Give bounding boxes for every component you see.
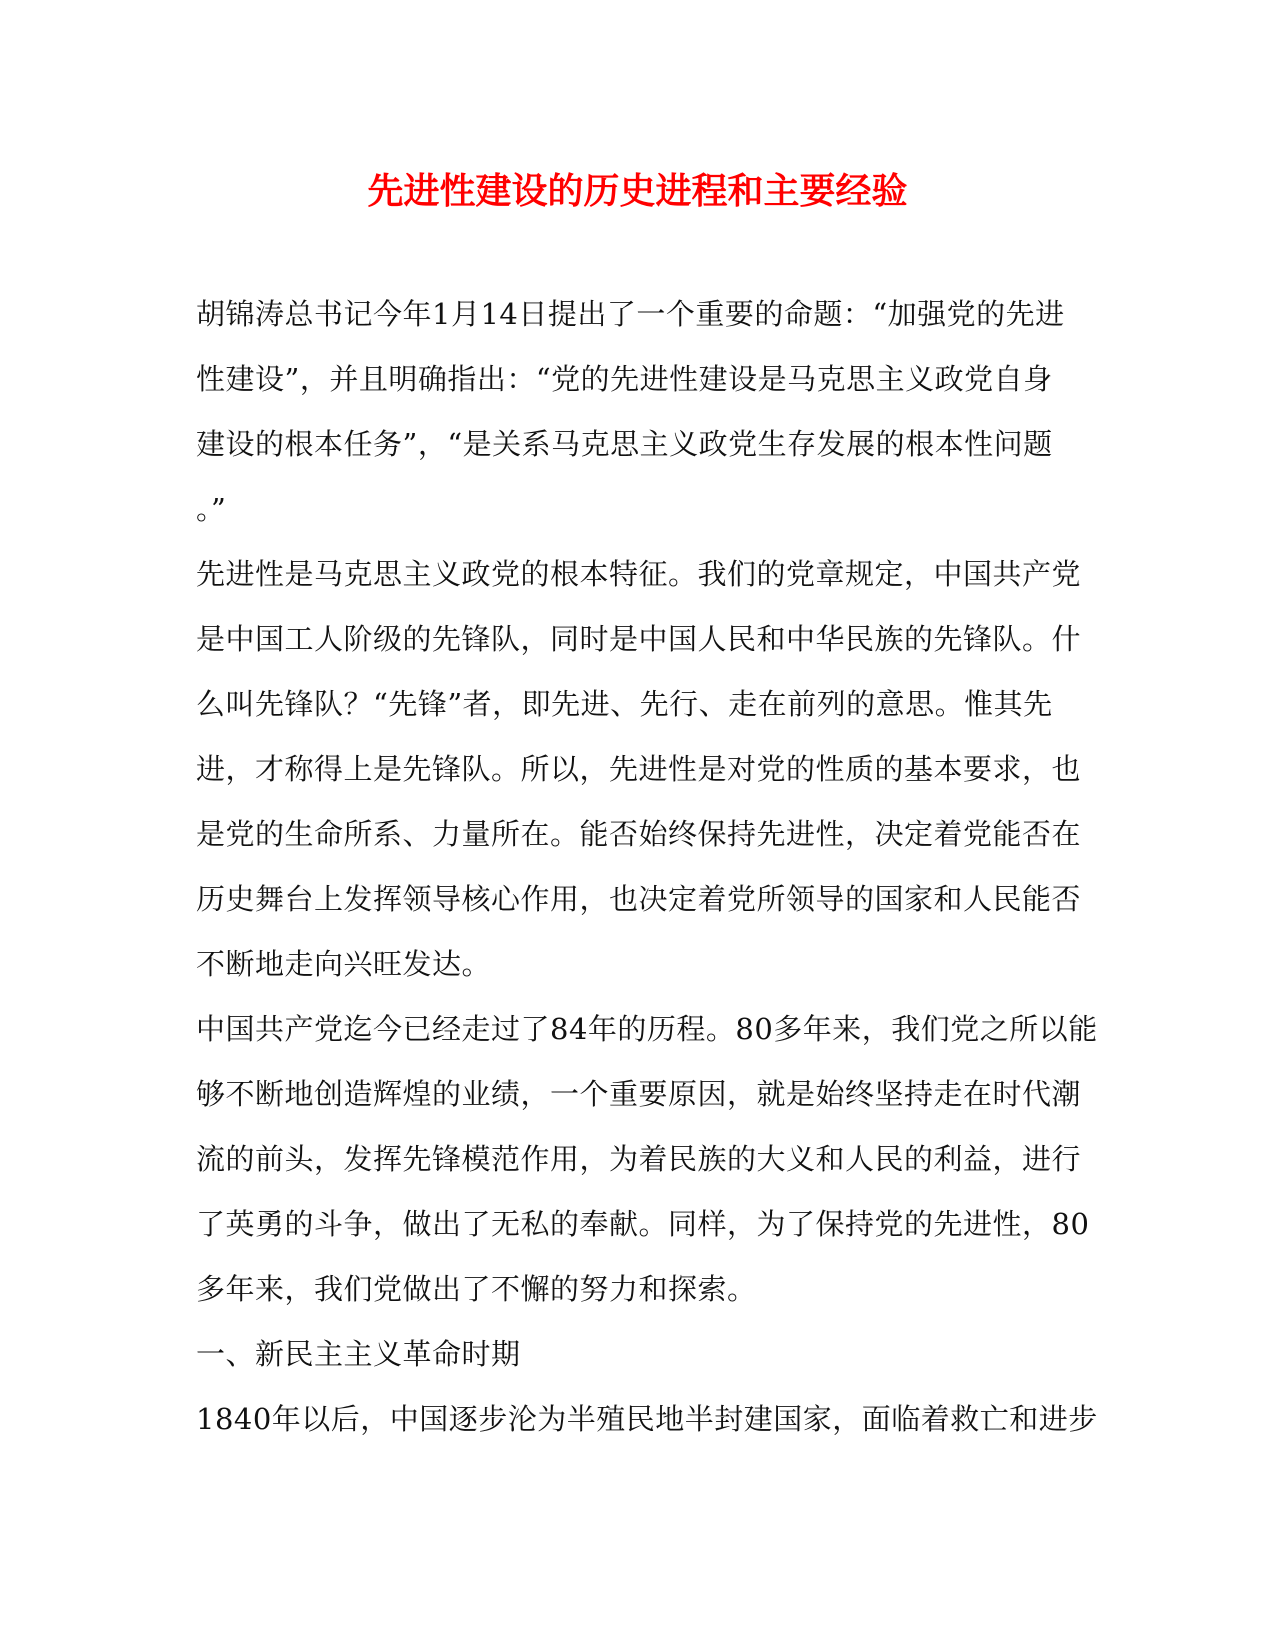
text-line: 先进性是马克思主义政党的根本特征。我们的党章规定，中国共产党 — [196, 557, 1082, 591]
paragraph-5 — [196, 1387, 1098, 1452]
text-line: 历史舞台上发挥领导核心作用，也决定着党所领导的国家和人民能否 — [196, 882, 1082, 916]
text-line: 中国共产党迄今已经走过了84年的历程。80多年来，我们党之所以能 — [196, 1012, 1098, 1046]
text-line: 多年来，我们党做出了不懈的努力和探索。 — [196, 1272, 757, 1306]
text-line: 了英勇的斗争，做出了无私的奉献。同样，为了保持党的先进性，80 — [196, 1207, 1090, 1241]
text-line: 是中国工人阶级的先锋队，同时是中国人民和中华民族的先锋队。什 — [196, 622, 1082, 656]
text-line: 够不断地创造辉煌的业绩，一个重要原因，就是始终坚持走在时代潮 — [196, 1077, 1082, 1111]
section-heading — [196, 1322, 1076, 1387]
text-line: 进，才称得上是先锋队。所以，先进性是对党的性质的基本要求，也 — [196, 752, 1082, 786]
document-body — [196, 282, 1098, 1452]
paragraph-1 — [196, 282, 1076, 542]
text-line: 1840年以后，中国逐步沦为半殖民地半封建国家，面临着救亡和进步 — [196, 1402, 1098, 1436]
text-line: 么叫先锋队？“先锋”者，即先进、先行、走在前列的意思。惟其先 — [196, 687, 1053, 721]
paragraph-3 — [196, 997, 1098, 1322]
text-line: 胡锦涛总书记今年1月14日提出了一个重要的命题：“加强党的先进 — [196, 297, 1065, 331]
text-line: 性建设”，并且明确指出：“党的先进性建设是马克思主义政党自身 — [196, 362, 1053, 396]
text-line: 一、新民主主义革命时期 — [196, 1337, 521, 1371]
text-line: 建设的根本任务”，“是关系马克思主义政党生存发展的根本性问题 — [196, 427, 1053, 461]
document-title: 先进性建设的历史进程和主要经验 — [367, 170, 908, 212]
text-line: 。” — [196, 492, 227, 526]
text-line: 不断地走向兴旺发达。 — [196, 947, 492, 981]
text-line: 流的前头，发挥先锋模范作用，为着民族的大义和人民的利益，进行 — [196, 1142, 1082, 1176]
text-line: 是党的生命所系、力量所在。能否始终保持先进性，决定着党能否在 — [196, 817, 1082, 851]
paragraph-2 — [196, 542, 1082, 997]
